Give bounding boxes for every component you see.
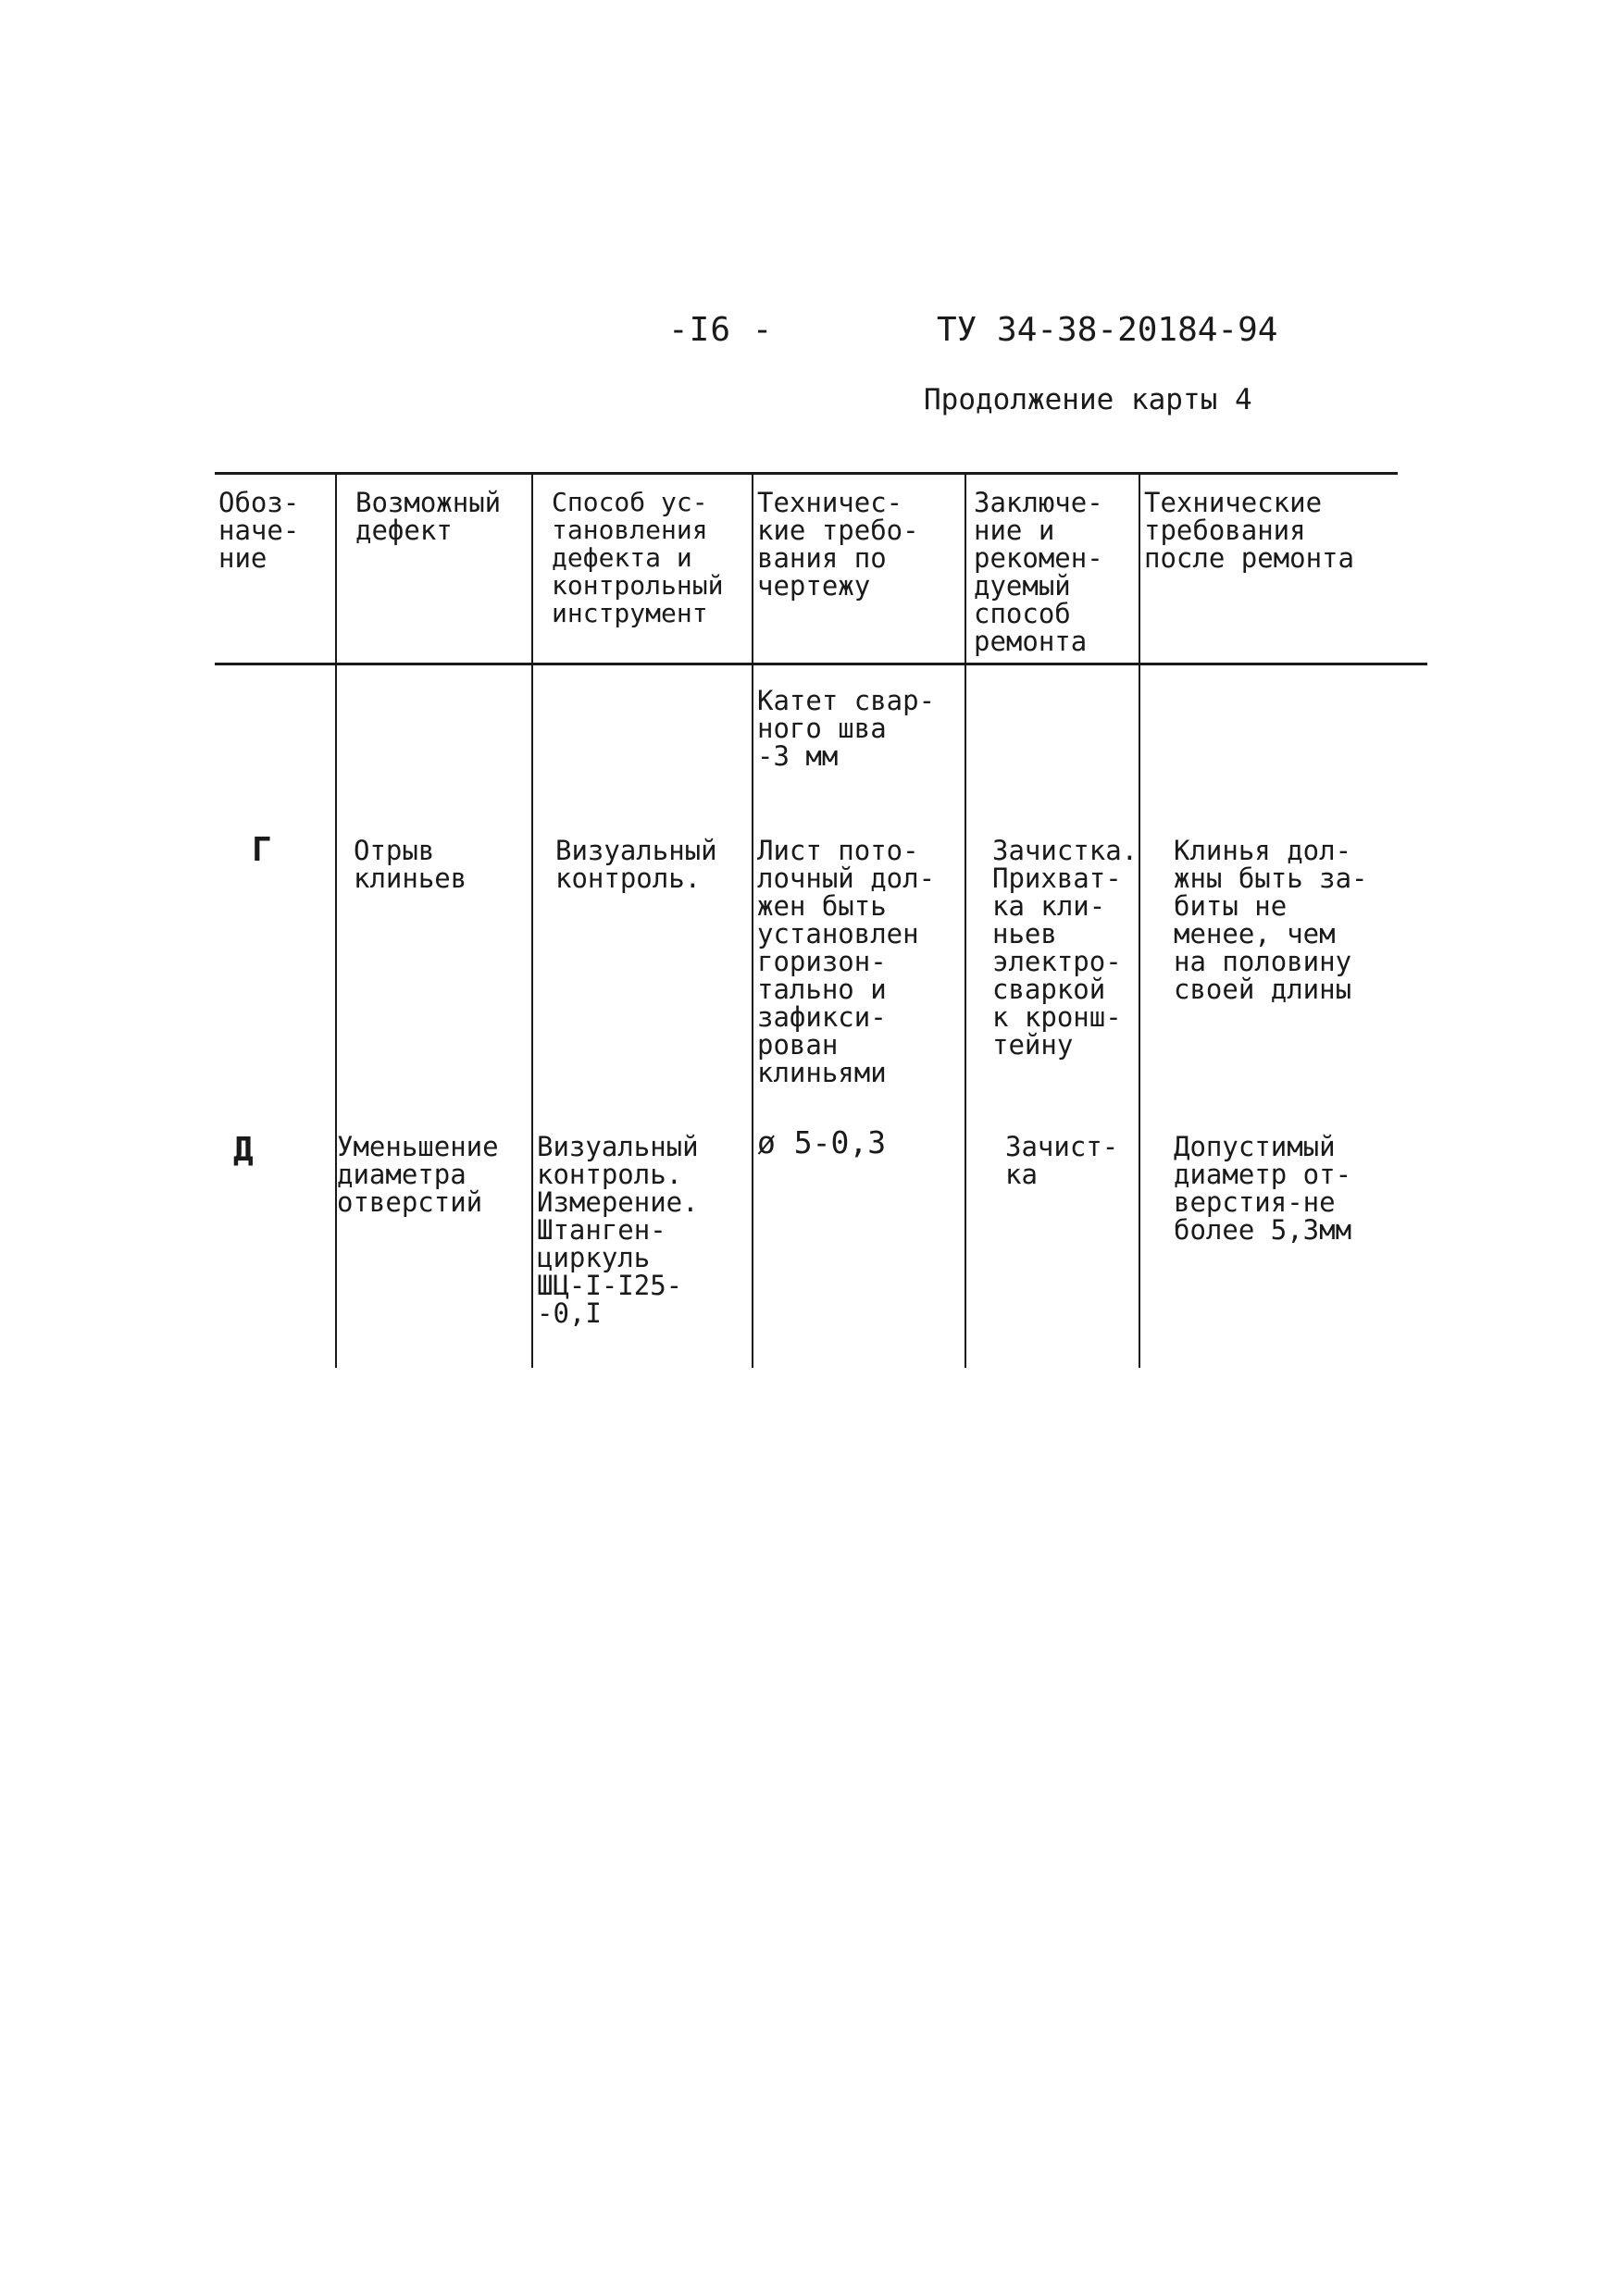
table-row-2-after-repair: Клинья дол- жны быть за- биты не менее, чем на половину своей длины: [1174, 835, 1368, 1005]
column-divider: [1139, 474, 1140, 1368]
header-detection-method: Способ ус- тановления дефекта и контрольный инструмент: [552, 487, 724, 628]
column-divider: [335, 474, 337, 1368]
header-after-repair-requirements: Технические требования после ремонта: [1144, 487, 1354, 574]
header-designation: Обоз- наче- ние: [218, 487, 300, 574]
column-divider: [965, 474, 966, 1368]
header-drawing-requirements: Техничес- кие требо- вания по чертежу: [757, 487, 919, 602]
document-code: ТУ 34-38-20184-94: [937, 311, 1278, 349]
table-top-rule: [215, 472, 1398, 475]
table-row-3-method: Визуальный контроль. Измерение. Штанген- циркуль ШЦ-I-I25- -0,I: [537, 1131, 699, 1329]
column-divider: [531, 474, 533, 1368]
table-row-2-designation: Г: [252, 831, 272, 869]
table-row-3-requirements: ø 5-0,3: [757, 1124, 887, 1160]
table-row-2-repair: Зачистка. Прихват- ка кли- ньев электро- сваркой к кронш- тейну: [992, 835, 1139, 1061]
table-row-3-designation: Д: [233, 1131, 254, 1169]
table-row-2-requirements: Лист пото- лочный дол- жен быть установлен горизон- тально и зафикси- рован клиньями: [757, 835, 936, 1088]
table-row-3-repair: Зачист- ка: [1005, 1131, 1119, 1190]
table-row-3-defect: Уменьшение диаметра отверстий: [337, 1131, 499, 1218]
header-repair-recommendation: Заключе- ние и рекомен- дуемый способ ремонта: [974, 487, 1103, 657]
continuation-caption: Продолжение карты 4: [924, 383, 1252, 416]
table-row-2-defect: Отрыв клиньев: [354, 835, 467, 894]
header-bottom-rule: [215, 663, 1427, 665]
header-possible-defect: Возможный дефект: [355, 487, 502, 546]
column-divider: [752, 474, 753, 1368]
page-number: -I6 -: [668, 311, 774, 349]
table-row-3-after-repair: Допустимый диаметр от- верстия-не более 5,3мм: [1174, 1131, 1352, 1246]
table-row-2-method: Визуальный контроль.: [555, 835, 717, 894]
table-row-1-requirements: Катет свар- ного шва -3 мм: [757, 685, 936, 772]
